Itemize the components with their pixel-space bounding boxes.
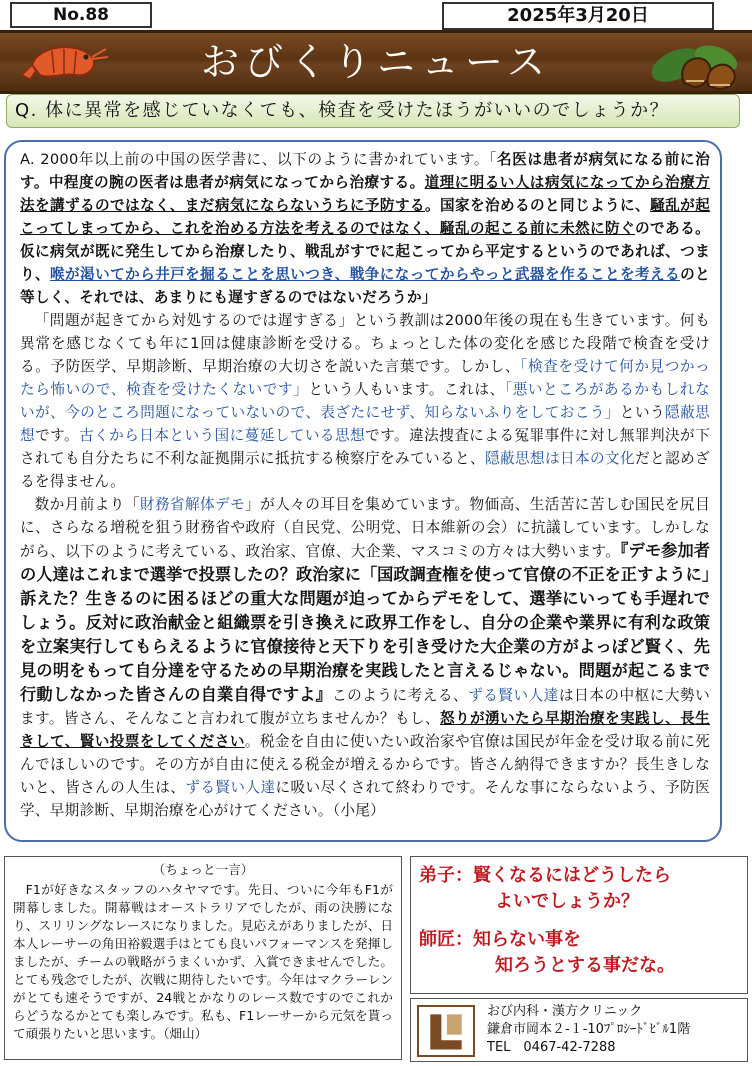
- answer-text: 数か月前より「: [34, 496, 140, 513]
- answer-text: です。: [35, 427, 80, 444]
- quote-underlined: 怒りが湧いたら早期治療を実践し、長生きして、賢い投票をしてください: [20, 710, 710, 750]
- column-heading: （ちょっと一言）: [152, 862, 254, 877]
- answer-text: A. 2000年以上前の中国の医学書に、以下のように書かれています。「: [20, 151, 498, 168]
- answer-text: このように考える、: [332, 687, 469, 704]
- title-banner: [0, 30, 752, 94]
- issue-number: No.88: [10, 2, 152, 28]
- clinic-name: おび内科・漢方クリニック: [487, 1004, 643, 1019]
- question-box: Q. 体に異常を感じていなくても、検査を受けたほうがいいのでしょうか？: [6, 94, 740, 128]
- master-line-2: 知ろうとする事だな。: [495, 955, 675, 976]
- clinic-address: 鎌倉市岡本２-１-10ﾌﾟﾛｼｰﾄﾞﾋﾞﾙ1階: [487, 1022, 691, 1037]
- keyword-highlight: ずる賢い人達: [468, 687, 559, 704]
- quote-underlined: 道理に明るい人は病気になってから治療方法を講ずるのではなく、まだ病気にならないうちに予防する: [20, 174, 710, 214]
- staff-column: [4, 856, 402, 1060]
- answer-paragraph-3: [20, 493, 710, 822]
- quote-bold: 名医は患者が病気になる前に治す。中程度の腕の医者は患者が病気になってから治療する。: [20, 151, 710, 191]
- keyword-highlight: 隠蔽思想は日本の文化: [485, 450, 636, 467]
- answer-paragraph-1: [20, 148, 710, 309]
- keyword-highlight: ずる賢い人達: [185, 779, 276, 796]
- answer-text: のである。仮に病気が既に発生してから治療したり、戦乱がすでに起こってから平定するというのであれば、つまり、: [20, 220, 710, 283]
- clinic-logo-icon: [417, 1005, 475, 1057]
- disciple-line-1: 弟子：賢くなるにはどうしたら: [419, 865, 671, 886]
- keyword-highlight: 隠蔽思想: [20, 404, 710, 444]
- clinic-phone: TEL 0467-42-7288: [487, 1040, 616, 1055]
- quote-highlight: 「悪いところがあるかもしれないが、今のところ問題になっていないので、表ざたにせず、知らないふりをしておこう」: [20, 381, 710, 421]
- dialogue-box: [410, 856, 748, 994]
- newsletter-title: おびくりニュース: [200, 40, 552, 84]
- disciple-line-2: よいでしょうか？: [495, 891, 639, 912]
- answer-text: という: [619, 404, 666, 421]
- answer-text: です。違法捜査による冤罪事件に対し無罪判決が下されても自分たちに不利な証拠開示に抵抗する検察庁をみていると、: [20, 427, 711, 467]
- answer-text: 「問題が起きてから対処するのでは遅すぎる」という教訓は2000年後の現在も生きています。何も異常を感じなくても年に1回は健康診断を受ける。ちょっとした体の変化を感じた段階で検査を受ける。予防医学、早期診断、早期治療の大切さを説いた言葉です。しかし、: [20, 312, 710, 375]
- clinic-info: [410, 998, 748, 1062]
- issue-date: 2025年3月20日: [442, 2, 714, 30]
- answer-text: 。税金を自由に使いたい政治家や官僚は国民が年金を受け取る前に死んでほしいのです。その方が自由に使える税金が増えるからです。皆さん納得できますか？長生きしないと、皆さんの人生は、: [20, 733, 710, 796]
- quote-underlined: 騒乱が起こってしまってから、これを治める方法を考えるのではなく、騒乱の起こる前に未然に防ぐ: [20, 197, 710, 237]
- keyword-highlight: 古くから日本という国に蔓延している思想: [79, 427, 366, 444]
- master-line-1: 師匠：知らない事を: [419, 929, 581, 950]
- answer-box: [4, 140, 722, 842]
- chestnut-icon: [646, 39, 746, 91]
- answer-text: 。国家を治めるのと同じように、: [424, 197, 651, 214]
- answer-text: だと認めざるを得ません。: [20, 450, 710, 490]
- column-body: F1が好きなスタッフのハタヤマです。先日、ついに今年もF1が開幕しました。開幕戦はオーストラリアでしたが、雨の決勝になり、スリリングなレースになりました。見応えがありましたが、日本人レーサーの角田裕毅選手はとても良いパフォーマンスを発揮しましたが、チームの戦略がうまくいかず、入賞できませんでした。とても残念でしたが、次戦に期待したいです。今年はマクラーレンがとても速そうですが、24戦とかなりのレース数ですのでこれからどうなるかとても楽しみです。私も、F1レーサーから元気を貰って頑張りたいと思います。（畑山）: [13, 882, 393, 1041]
- answer-text: という人もいます。これは、: [308, 381, 505, 398]
- keyword-highlight: 財務省解体デモ: [139, 496, 246, 513]
- answer-text: のと等しく、それでは、あまりにも遅すぎるのではないだろうか」: [20, 266, 710, 306]
- quote-highlight: 「検査を受けて何か見つかったら怖いので、検査を受けたくないです」: [20, 358, 710, 398]
- answer-text: に吸い尽くされて終わりです。そんな事にならないよう、予防医学、早期診断、早期治療を心がけてください。（小尾）: [20, 779, 710, 819]
- quote-bold: 『デモ参加者の人達はこれまで選挙で投票したの？政治家に「国政調査権を使って官僚の不正を正すように」訴えた？生きるのに困るほどの重大な問題が迫ってからデモをして、選挙にいっても手遅れでしょう。反対に政治献金と組織票を引き換えに政界工作をし、自分の企業や業界に有利な政策を立案実行してもらえるように官僚接待と天下りを引き受けた大企業の方がよっぽど賢く、先見の明をもって自分達を守るための早期治療を実践したと言えるじゃない。問題が起こるまで行動しなかった皆さんの自業自得ですよ』: [20, 541, 710, 704]
- quote-highlight: 喉が渇いてから井戸を掘ることを思いつき、戦争になってからやっと武器を作ることを考える: [50, 266, 681, 283]
- answer-paragraph-2: [20, 309, 710, 493]
- answer-text: は日本の中枢に大勢います。皆さん、そんなこと言われて腹が立ちませんか？もし、: [20, 687, 710, 727]
- answer-text: 」が人々の耳目を集めています。物価高、生活苦に苦しむ国民を尻目に、さらなる増税を狙う財務省や政府（自民党、公明党、日本維新の会）に抗議しています。しかしながら、以下のように考えている、政治家、官僚、大企業、マスコミの方々は大勢います。: [20, 496, 710, 560]
